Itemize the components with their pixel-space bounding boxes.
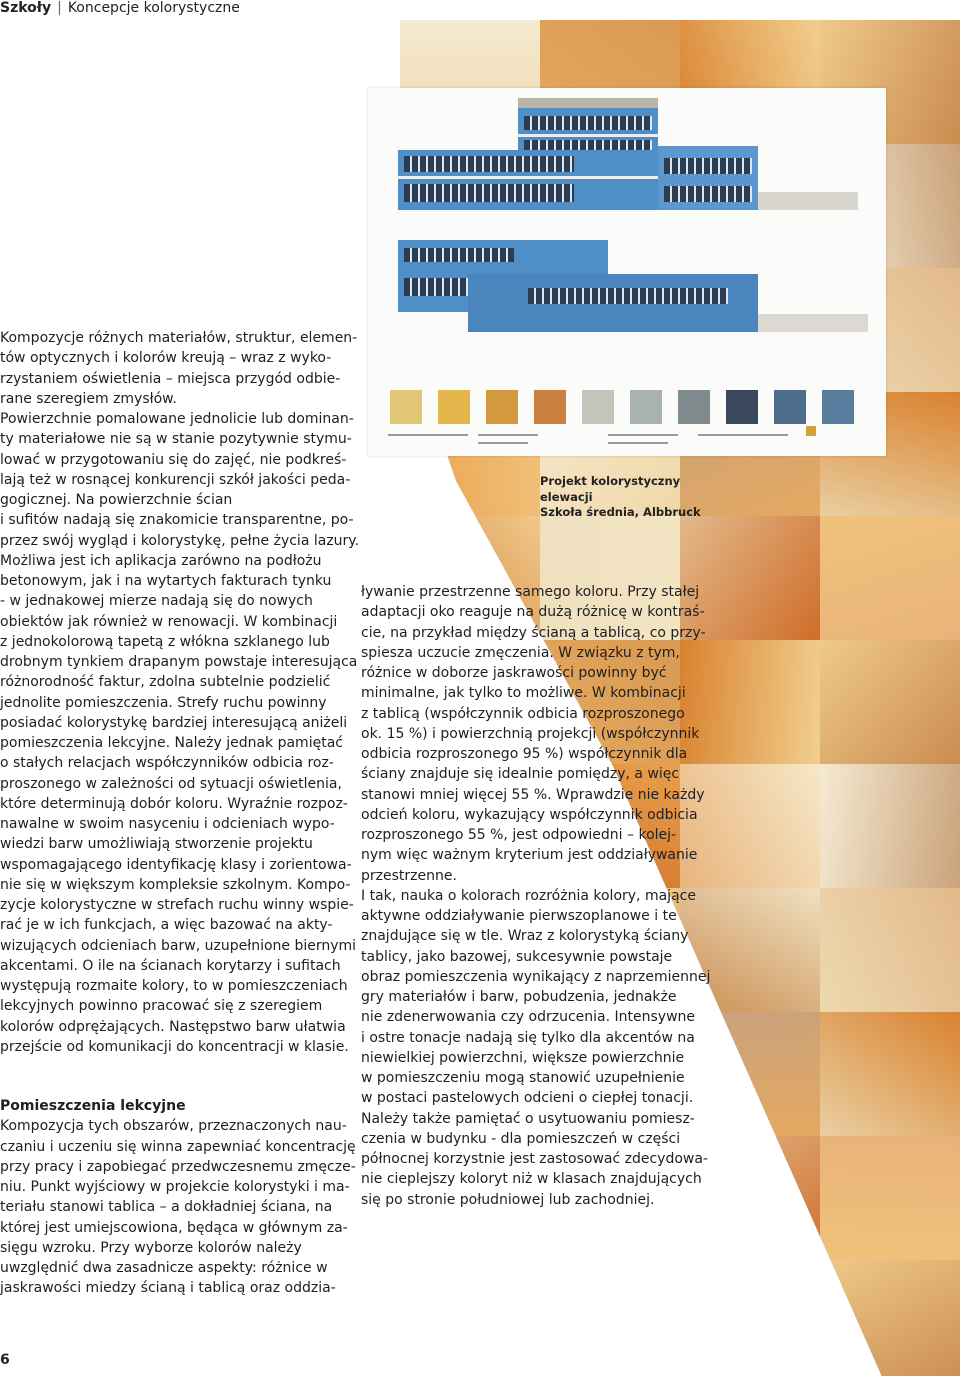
text-line: rane szeregiem zmysłów.: [0, 390, 177, 407]
left-column-body: [0, 328, 359, 1057]
material-tile: [820, 764, 960, 896]
text-line: Powierzchnie pomalowane jednolicie lub dominan-: [0, 411, 354, 427]
logo-mark: [806, 426, 816, 436]
text-line: wizujących odcieniach barw, uzupełnione biernymi: [0, 937, 357, 954]
material-tile: [820, 516, 960, 648]
color-swatch: [582, 390, 614, 424]
text-line: różnice w doborze jaskrawości powinny być: [361, 665, 667, 681]
text-line: niu. Punkt wyjściowy w projekcie kolorystyki i ma-: [0, 1179, 350, 1195]
text-line: które determinują dobór koloru. Wyraźnie rozpoz-: [0, 795, 348, 812]
text-line: wiedzi barw umożliwiają stworzenie projektu: [0, 836, 313, 853]
text-line: lają też w rosnącej konkurencji szkół jakości peda-: [0, 471, 351, 488]
text-line: - w jednakowej mierze nadają się do nowych: [0, 593, 313, 610]
text-line: teriału stanowi tablica – a dokładniej ściana, na: [0, 1199, 333, 1216]
text-line: przez swój wygląd i kolorystykę, pełne życia lazury.: [0, 532, 360, 549]
caption-line: Projekt kolorystyczny: [540, 474, 681, 488]
text-line: się po stronie południowej lub zachodniej.: [361, 1191, 655, 1208]
text-line: kolorów odprężających. Następstwo barw ułatwia: [0, 1018, 346, 1035]
text-line: adaptacji oko reaguje na dużą różnicę w kontraś-: [361, 604, 705, 621]
caption-line: Szkoła średnia, Albbruck: [540, 505, 701, 519]
text-line: uwzględnić dwa zasadnicze aspekty: różnice w: [0, 1260, 328, 1276]
section-heading: Pomieszczenia lekcyjne: [0, 1098, 186, 1114]
text-line: lować w przygotowaniu się do zajęć, nie podkreś-: [0, 451, 347, 468]
color-swatch: [534, 390, 566, 424]
material-tile: [820, 1136, 960, 1268]
color-swatch: [486, 390, 518, 424]
text-line: z jednokolorową tapetą z włókna szklanego lub: [0, 633, 330, 650]
text-line: nie zdenerwowania czy odrzucenia. Intensywne: [361, 1009, 696, 1026]
text-line: jednolite pomieszczenia. Strefy ruchu powinny: [0, 694, 327, 711]
text-line: jaskrawości miedzy ścianą i tablicą oraz oddzia-: [0, 1280, 336, 1297]
text-line: nawalne w swoim nasyceniu i odcieniach wypo-: [0, 816, 335, 832]
text-line: rać je w ich funkcjach, a więc bazować na akty-: [0, 917, 333, 934]
text-line: różnorodność faktur, zdolna subtelnie podzielić: [0, 674, 331, 691]
text-line: obraz pomieszczenia wynikający z naprzemiennej: [361, 968, 711, 985]
text-line: rozproszonego 55 %, jest odpowiedni – kolej-: [361, 827, 677, 843]
text-line: nie cieplejszy koloryt niż w klasach znajdujących: [361, 1171, 702, 1188]
section-name: Szkoły: [0, 0, 52, 16]
material-tile: [820, 1260, 960, 1376]
text-line: i sufitów nadają się znakomicie transparentne, po-: [0, 512, 354, 529]
text-line: występują rozmaite kolory, to w pomieszczeniach: [0, 978, 348, 994]
color-swatch: [678, 390, 710, 424]
text-line: cie, na przykład między ścianą a tablicą, co przy-: [361, 624, 706, 641]
material-tile: [400, 1260, 540, 1376]
text-line: przy pracy i zapobiegać przedwczesnemu zmęcze-: [0, 1158, 356, 1175]
text-line: minimalne, jak tylko to możliwe. W kombinacji: [361, 685, 686, 702]
text-line: gogicznej. Na powierzchnie ścian: [0, 492, 233, 508]
text-line: gry materiałów i barw, pobudzenia, jednakże: [361, 989, 677, 1005]
text-line: sięgu wzroku. Przy wyborze kolorów należy: [0, 1239, 302, 1256]
text-line: czenia w budynku - dla pomieszczeń w części: [361, 1130, 681, 1147]
text-line: betonowym, jak i na wytartych fakturach tynku: [0, 573, 332, 589]
text-line: ściany znajduje się idealnie pomiędzy, a więc: [361, 766, 680, 783]
text-line: posiadać kolorystykę bardziej interesującą aniżeli: [0, 714, 348, 731]
running-header: [0, 0, 240, 20]
text-line: tablicy, jako bazowej, sukcesywnie powstaje: [361, 948, 673, 965]
text-line: rzystaniem oświetlenia – miejsca przygód odbie-: [0, 370, 341, 387]
text-line: proszonego w zależności od sytuacji oświetlenia,: [0, 775, 342, 792]
text-line: ty materiałowe nie są w stanie pozytywnie stymu-: [0, 431, 352, 448]
text-line: nie się w większym kompleksie szkolnym. Kompo-: [0, 876, 351, 893]
color-swatch: [774, 390, 806, 424]
text-line: spiesza uczucie zmęczenia. W związku z tym,: [361, 644, 680, 661]
text-line: odbicia rozproszonego 95 %) współczynnik dla: [361, 746, 688, 762]
header-separator: |: [57, 0, 62, 16]
text-line: lekcyjnych powinno pracować się z szeregiem: [0, 998, 323, 1015]
material-tile: [680, 1260, 820, 1376]
text-line: niewielkiej powierzchni, większe powierzchnie: [361, 1049, 685, 1066]
classroom-section: [0, 1096, 356, 1299]
text-line: obiektów jak również w renowacji. W kombinacji: [0, 613, 338, 630]
text-line: ływanie przestrzenne samego koloru. Przy stałej: [361, 584, 700, 600]
text-line: północnej korzystnie jest zastosować zdecydowa-: [361, 1151, 708, 1167]
material-tile: [820, 888, 960, 1020]
text-line: akcentami. O ile na ścianach korytarzy i sufitach: [0, 957, 341, 974]
text-line: wspomagającego identyfikację klasy i zorientowa-: [0, 856, 352, 873]
text-line: czaniu i uczeniu się winna zapewniać koncentrację: [0, 1138, 356, 1155]
text-line: której jest umiejscowiona, będąca w głównym za-: [0, 1219, 348, 1236]
color-swatch: [822, 390, 854, 424]
text-line: ok. 15 %) i powierzchnią projekcji (współczynnik: [361, 725, 700, 742]
text-line: o stałych relacjach współczynników odbicia roz-: [0, 755, 334, 772]
material-tile: [820, 1012, 960, 1144]
text-line: Możliwa jest ich aplikacja zarówno na podłożu: [0, 552, 322, 569]
text-line: w pomieszczeniu mogą stanowić uzupełnienie: [361, 1070, 685, 1086]
text-line: Kompozycje różnych materiałów, struktur, elemen-: [0, 330, 358, 346]
text-line: nym więc ważnym kryterium jest oddziaływanie: [361, 847, 698, 864]
text-line: Kompozycja tych obszarów, przeznaczonych nau-: [0, 1118, 347, 1135]
color-swatch: [726, 390, 758, 424]
facade-color-project-image: [368, 88, 886, 456]
text-line: zycje kolorystyczne w strefach ruchu winny wspie-: [0, 897, 354, 913]
page-number: 6: [0, 1352, 10, 1368]
text-line: aktywne oddziaływanie pierwszoplanowe i te: [361, 908, 677, 924]
text-line: znajdujące się w tle. Wraz z kolorystyką ściany: [361, 928, 689, 945]
text-line: w postaci pastelowych odcieni o ciepłej tonacji.: [361, 1090, 694, 1107]
text-line: I tak, nauka o kolorach rozróżnia kolory, mające: [361, 887, 696, 904]
text-line: odcień koloru, wykazujący współczynnik odbicia: [361, 806, 698, 823]
material-tile: [540, 1260, 680, 1376]
text-line: przejście od komunikacji do koncentracji w klasie.: [0, 1038, 349, 1055]
text-line: Należy także pamiętać o usytuowaniu pomiesz-: [361, 1110, 695, 1127]
color-swatch: [630, 390, 662, 424]
text-line: z tablicą (współczynnik odbicia rozproszonego: [361, 705, 685, 722]
text-line: pomieszczenia lekcyjne. Należy jednak pamiętać: [0, 735, 343, 751]
text-line: przestrzenne.: [361, 867, 457, 884]
right-column-body: [361, 582, 710, 1210]
text-line: stanowi mniej więcej 55 %. Wprawdzie nie każdy: [361, 786, 705, 803]
text-line: drobnym tynkiem drapanym powstaje interesująca: [0, 654, 358, 670]
color-swatch: [438, 390, 470, 424]
caption-line: elewacji: [540, 489, 593, 504]
text-line: tów optycznych i kolorów kreują – wraz z wyko-: [0, 350, 332, 367]
material-tile: [820, 640, 960, 772]
text-line: i ostre tonacje nadają się tylko dla akcentów na: [361, 1029, 695, 1046]
figure-caption: [540, 474, 740, 521]
color-swatch: [390, 390, 422, 424]
chapter-title: Koncepcje kolorystyczne: [67, 0, 240, 16]
